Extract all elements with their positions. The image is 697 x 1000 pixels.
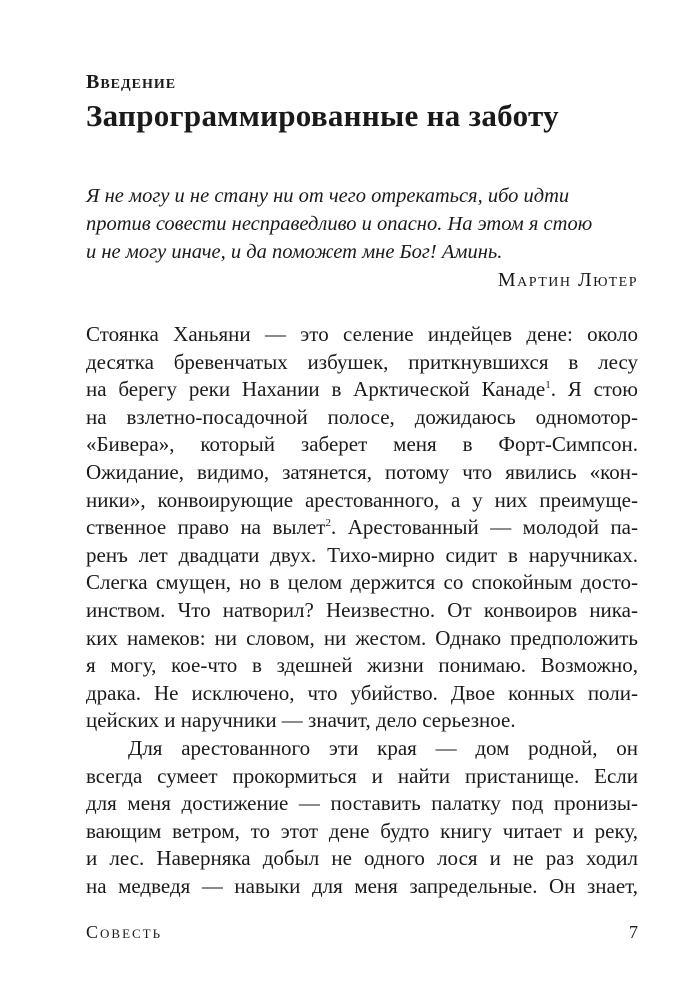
text-line: на медведя — навыки для меня запредельные. Он знает, bbox=[86, 873, 638, 898]
text-line: драка. Не исключено, что убийство. Двое конных поли- bbox=[86, 680, 638, 705]
text-line: на взлетно-посадочной полосе, дожидаюсь одномотор- bbox=[86, 404, 638, 429]
footnote-ref-2[interactable]: 2 bbox=[325, 517, 331, 530]
section-label: Введение bbox=[86, 71, 177, 93]
text-segment: на берегу реки Нахании в Арктической Канаде bbox=[86, 377, 546, 402]
text-line: ники», конвоирующие арестованного, а у них преимуще- bbox=[86, 487, 638, 512]
text-line: «Бивера», который заберет меня в Форт-Симпсон. bbox=[86, 432, 638, 457]
text-line: Для арестованного эти края — дом родной, он bbox=[128, 735, 638, 760]
running-title: Совесть bbox=[86, 922, 163, 942]
epigraph-line: против совести несправедливо и опасно. На этом я стою bbox=[86, 213, 593, 235]
text-line: цейских и наручники — значит, дело серьезное. bbox=[86, 708, 516, 733]
epigraph-line: и не могу иначе, и да поможет мне Бог! Аминь. bbox=[86, 241, 503, 263]
text-line: ренъ лет двадцати двух. Тихо-мирно сидит в наручниках. bbox=[86, 542, 638, 567]
text-line: для меня достижение — поставить палатку под пронизы- bbox=[86, 791, 638, 816]
body-text bbox=[86, 321, 638, 900]
footnote-ref-1[interactable]: 1 bbox=[545, 379, 551, 392]
text-segment: . Арестованный — молодой па- bbox=[330, 515, 638, 540]
text-line: десятка бревенчатых избушек, приткнувшихся в лесу bbox=[86, 349, 638, 374]
page-number: 7 bbox=[629, 922, 638, 942]
text-line: Слегка смущен, но в целом держится со спокойным досто- bbox=[86, 570, 638, 595]
text-line bbox=[86, 376, 638, 404]
text-line: я могу, кое-что в здешней жизни понимаю. Возможно, bbox=[86, 653, 638, 678]
text-segment: . Я стою bbox=[550, 377, 638, 402]
text-line: Ожидание, видимо, затянется, потому что явились «кон- bbox=[86, 459, 638, 484]
epigraph bbox=[86, 182, 638, 294]
paragraph-1 bbox=[86, 321, 638, 735]
paragraph-2 bbox=[86, 735, 638, 901]
epigraph-author: Мартин Лютер bbox=[497, 269, 638, 291]
text-line: ких намеков: ни словом, ни жестом. Однако предположить bbox=[86, 625, 638, 650]
text-line: инством. Что натворил? Неизвестно. От конвоиров ника- bbox=[86, 597, 638, 622]
page bbox=[86, 70, 638, 900]
text-line: всегда сумеет прокормиться и найти пристанище. Если bbox=[86, 763, 638, 788]
text-line: и лес. Наверняка добыл не одного лося и не раз ходил bbox=[86, 846, 638, 871]
text-line: Стоянка Ханьяни — это селение индейцев дене: около bbox=[86, 322, 638, 346]
text-line bbox=[86, 514, 638, 542]
page-footer bbox=[86, 922, 638, 943]
text-segment: ственное право на вылет bbox=[86, 515, 326, 540]
text-line: вающим ветром, то этот дене будто книгу читает и реку, bbox=[86, 818, 638, 843]
chapter-title: Запрограммированные на заботу bbox=[86, 98, 559, 133]
epigraph-line: Я не могу и не стану ни от чего отрекаться, ибо идти bbox=[86, 185, 570, 207]
